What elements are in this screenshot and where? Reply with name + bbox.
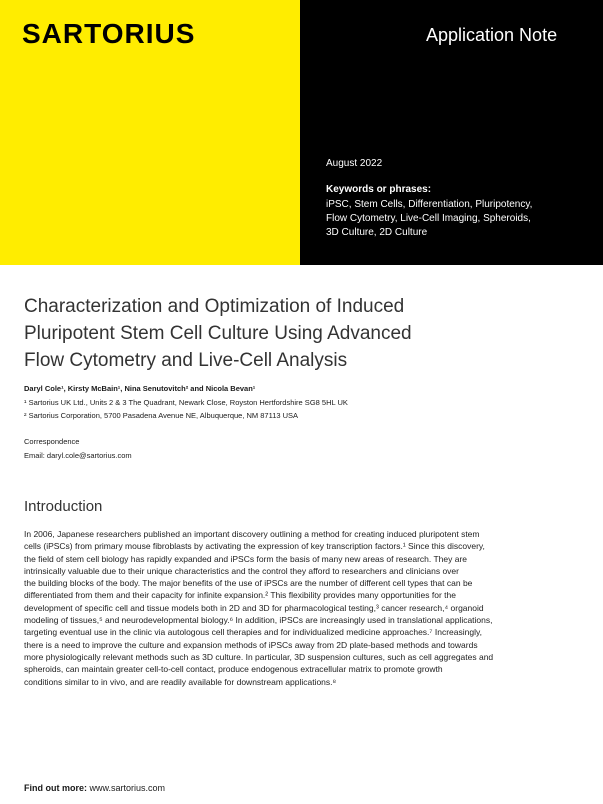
document-type: Application Note — [426, 25, 558, 45]
keywords-line: Flow Cytometry, Live-Cell Imaging, Spheroids, — [326, 213, 531, 224]
body-line: targeting eventual use in the clinic via autologous cell therapies and for individualized medicine approaches.⁷ Increasingly, — [24, 627, 482, 638]
sartorius-logo: SARTORIUS — [22, 18, 196, 49]
affiliation-1: ¹ Sartorius UK Ltd., Units 2 & 3 The Quadrant, Newark Close, Royston Hertfordshire SG8 5HL UK — [24, 398, 348, 407]
keywords-line: iPSC, Stem Cells, Differentiation, Pluripotency, — [326, 199, 533, 210]
document-title — [24, 293, 494, 374]
keywords-label: Keywords or phrases: — [326, 184, 432, 195]
body-line: differentiated from them and their capacity for infinite expansion.² This flexibility provides many opportunities for the — [24, 590, 456, 601]
publication-date: August 2022 — [326, 158, 383, 169]
body-line: cells (iPSCs) from primary mouse fibroblasts by activating the expression of key transcription factors.¹ Since this discovery, — [24, 541, 485, 552]
keywords-line: 3D Culture, 2D Culture — [326, 227, 428, 238]
body-line: the field of stem cell biology has rapidly expanded and iPSCs form the basis of many new areas of research. They are — [24, 553, 468, 564]
footer-label: Find out more: — [24, 783, 87, 793]
footer-url[interactable]: www.sartorius.com — [89, 783, 166, 793]
body-line: intrinsically valuable due to their unique characteristics and the control they afford to researchers and clinicians over — [24, 565, 459, 576]
body-line: more physiologically relevant methods such as 3D culture. In particular, 3D suspension cultures, such as cell aggregates and — [24, 651, 494, 662]
keywords-list — [326, 198, 596, 240]
body-line: conditions similar to in vivo, and are readily available for downstream applications.⁸ — [24, 676, 337, 687]
title-line: Characterization and Optimization of Induced — [24, 296, 405, 317]
correspondence-label: Correspondence — [24, 437, 80, 446]
header-black-panel — [300, 0, 603, 265]
title-line: Flow Cytometry and Live-Cell Analysis — [24, 350, 348, 371]
correspondence-email: Email: daryl.cole@sartorius.com — [24, 451, 132, 460]
footer — [24, 783, 165, 793]
header-yellow-panel — [0, 0, 300, 265]
body-line: the building blocks of the body. The major benefits of the use of iPSCs are the number of different cell types that can be — [24, 578, 473, 589]
authors: Daryl Cole¹, Kirsty McBain¹, Nina Senutovitch² and Nicola Bevan¹ — [24, 384, 256, 393]
body-line: development of specific cell and tissue models both in 2D and 3D for pharmacological testing,³ cancer research,⁴ organoid — [24, 602, 484, 613]
body-line: In 2006, Japanese researchers published an important discovery outlining a method for creating induced pluripotent stem — [24, 529, 480, 539]
title-line: Pluripotent Stem Cell Culture Using Advanced — [24, 323, 412, 344]
affiliation-2: ² Sartorius Corporation, 5700 Pasadena Avenue NE, Albuquerque, NM 87113 USA — [24, 411, 299, 420]
body-line: modeling of tissues,⁵ and neurodevelopmental biology.⁶ In addition, iPSCs are increasingly used in translational applications, — [24, 615, 493, 626]
body-line: spheroids, can maintain greater cell-to-cell contact, produce endogenous extracellular matrix to promote growth — [24, 664, 443, 675]
introduction-body — [24, 528, 584, 688]
body-line: there is a need to improve the culture and expansion methods of iPSCs away from 2D plate-based methods and towards — [24, 639, 478, 650]
introduction-heading: Introduction — [24, 498, 103, 515]
